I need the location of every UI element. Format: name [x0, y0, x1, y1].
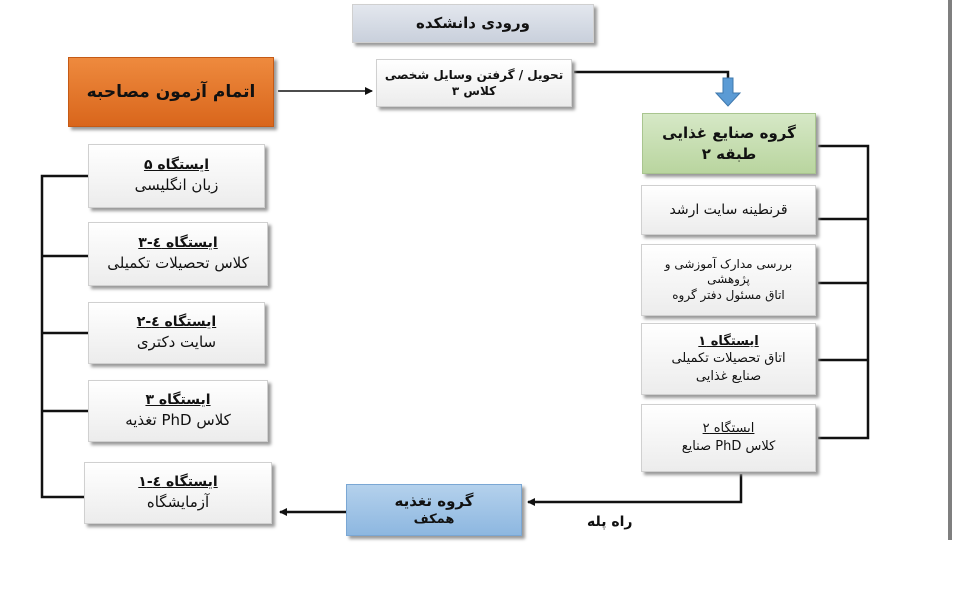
station4-3-box	[88, 222, 268, 286]
interview-end-label: اتمام آزمون مصاحبه	[86, 81, 256, 102]
food-group-box	[642, 113, 816, 174]
nutrition-group-line1: گروه تغذیه	[394, 492, 474, 511]
documents-line2: پژوهشی	[707, 272, 750, 287]
station2-title: ایستگاه ۲	[702, 421, 755, 437]
personal-items-line1: تحویل / گرفتن وسایل شخصی	[384, 67, 564, 82]
bracket-right	[818, 146, 868, 438]
station3-box	[88, 380, 268, 442]
quarantine-box	[641, 185, 816, 235]
station5-box	[88, 144, 265, 208]
stairs-label: راه پله	[587, 514, 633, 530]
food-group-line2: طبقه ۲	[701, 144, 757, 163]
station4-1-title: ایستگاه ٤-۱	[138, 474, 218, 491]
station2-line1: کلاس PhD صنایع	[681, 439, 776, 454]
station4-1-line1: آزمایشگاه	[146, 493, 210, 512]
nutrition-group-box	[346, 484, 522, 536]
entrance-box	[352, 4, 594, 43]
station1-box	[641, 323, 816, 395]
station3-line1: کلاس PhD تغذیه	[125, 411, 231, 430]
line-station2-to-nutrition	[528, 474, 741, 502]
station4-2-line1: سایت دکتری	[136, 333, 217, 352]
line-items-to-food-group	[574, 72, 728, 82]
station1-line1: اتاق تحصیلات تکمیلی	[671, 351, 786, 367]
station3-title: ایستگاه ۳	[145, 392, 211, 409]
bracket-left	[42, 176, 88, 497]
personal-items-line2: کلاس ۳	[451, 84, 497, 98]
interview-end-box	[68, 57, 274, 127]
station1-line2: صنایع غذایی	[695, 368, 762, 384]
station5-line1: زبان انگلیسی	[134, 176, 219, 195]
documents-box	[641, 244, 816, 316]
nutrition-group-line2: همکف	[413, 512, 455, 528]
station4-1-box	[84, 462, 272, 524]
blue-down-arrow	[716, 78, 740, 106]
station4-3-line1: کلاس تحصیلات تکمیلی	[107, 254, 249, 273]
entrance-label: ورودی دانشکده	[416, 14, 530, 33]
documents-line3: اتاق مسئول دفتر گروه	[672, 287, 785, 302]
station1-title: ایستگاه ۱	[698, 333, 759, 349]
station4-2-box	[88, 302, 265, 364]
documents-line1: بررسی مدارک آموزشی و	[664, 256, 793, 271]
personal-items-box	[376, 59, 572, 107]
station2-box	[641, 404, 816, 472]
station5-title: ایستگاه ۵	[143, 157, 210, 174]
quarantine-label: قرنطینه سایت ارشد	[669, 201, 788, 218]
station4-3-title: ایستگاه ٤-۳	[138, 235, 218, 252]
food-group-line1: گروه صنایع غذایی	[662, 124, 796, 143]
station4-2-title: ایستگاه ٤-۲	[136, 314, 217, 331]
